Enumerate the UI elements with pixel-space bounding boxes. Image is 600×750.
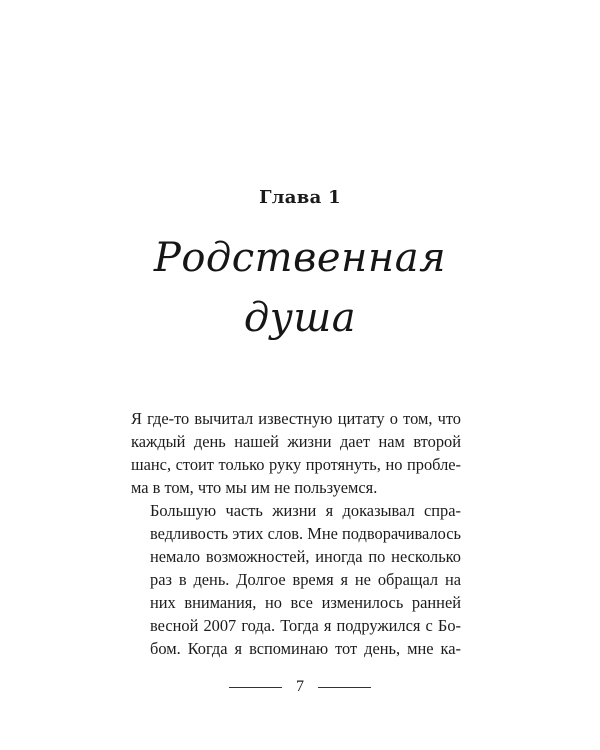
text-line: каждый день нашей жизни дает нам второй — [131, 432, 461, 451]
text-line: них внимания, но все изменилось ранней — [150, 593, 461, 612]
text-line: ма в том, что мы им не пользуемся. — [131, 478, 378, 497]
folio-rule-left — [229, 687, 282, 688]
text-line: раз в день. Долгое время я не обращал на — [150, 570, 461, 589]
body-text — [131, 407, 461, 660]
text-line: Я где-то вычитал известную цитату о том, что — [131, 409, 461, 428]
chapter-title-line-1: Родственная — [153, 235, 447, 281]
page-footer — [0, 677, 600, 697]
folio-rule-right — [318, 687, 371, 688]
text-line: шанс, стоит только руку протянуть, но пробле- — [131, 455, 461, 474]
text-line: бом. Когда я вспоминаю тот день, мне ка- — [150, 639, 461, 658]
paragraph-2 — [131, 499, 461, 660]
chapter-label: Глава 1 — [259, 187, 341, 208]
paragraph-1 — [131, 407, 461, 499]
page-number: 7 — [296, 678, 304, 695]
chapter-title — [0, 228, 600, 348]
text-line: ведливость этих слов. Мне подворачивалось — [150, 524, 461, 543]
chapter-title-line-2: душа — [243, 295, 357, 341]
text-line: весной 2007 года. Тогда я подружился с Бо- — [150, 616, 461, 635]
text-line: Большую часть жизни я доказывал спра- — [150, 501, 461, 520]
text-line: немало возможностей, иногда по несколько — [150, 547, 461, 566]
